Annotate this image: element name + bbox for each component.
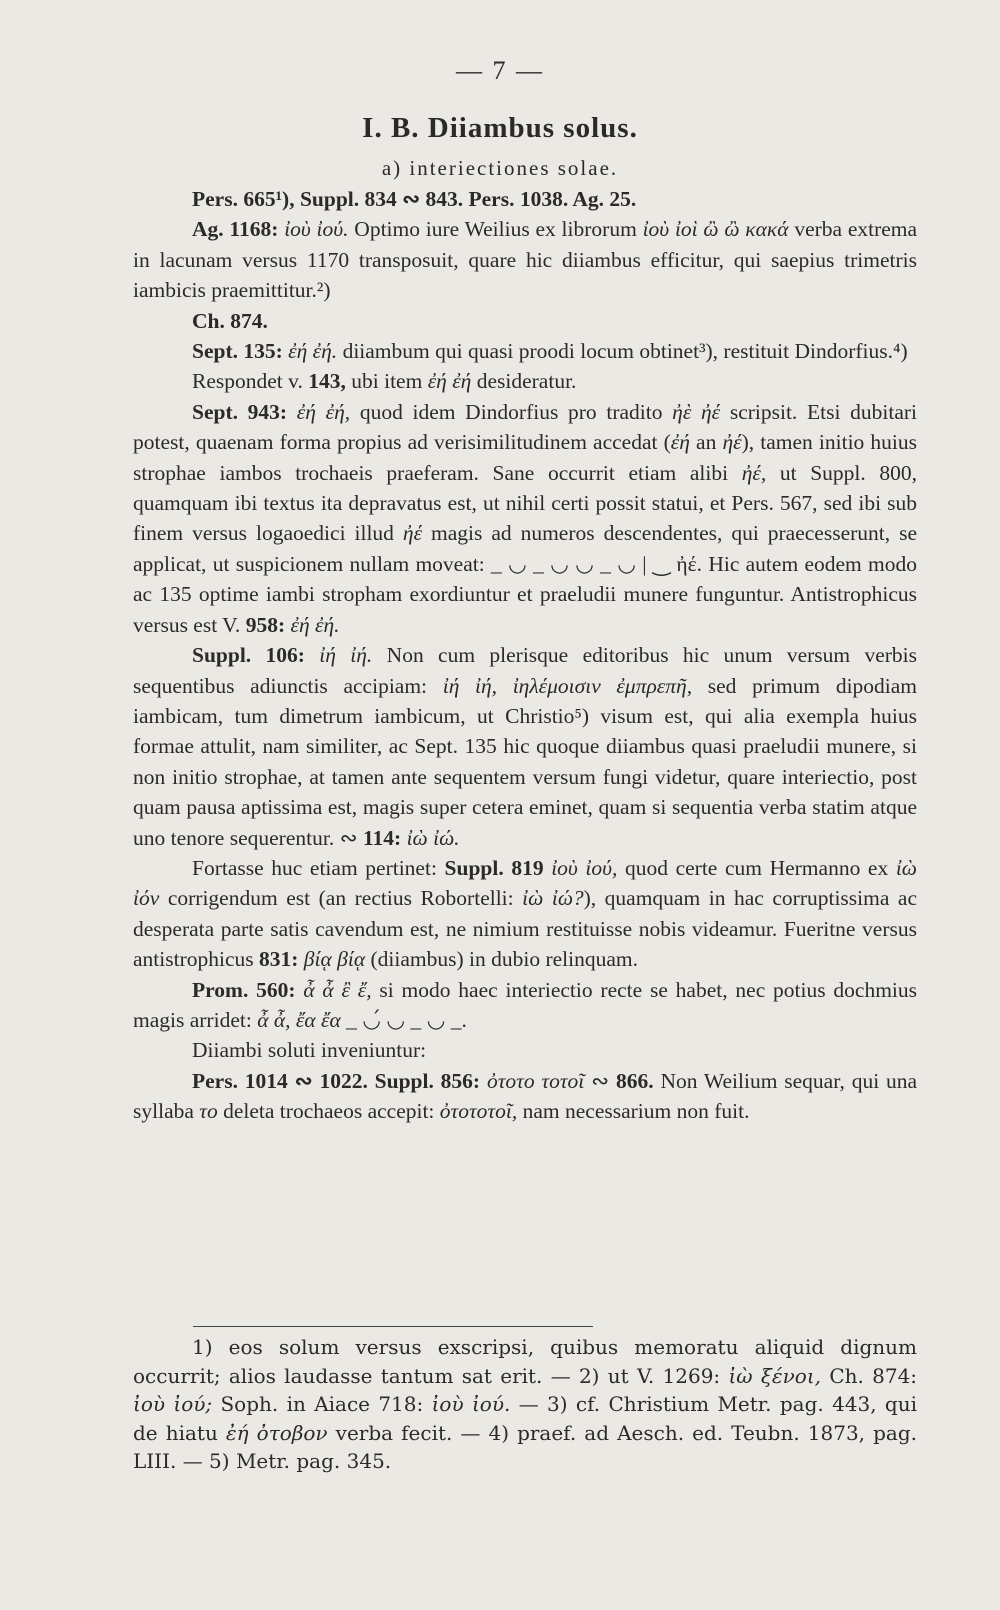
greek-text: ἰοὺ ἰού. xyxy=(431,1392,511,1417)
text: Non cum plerisque editoribus hic unum versum verbis sequentibus adiunctis accipiam: xyxy=(133,643,918,698)
greek-text: ἰή ἰή, ἰηλέμοισιν ἐμπρεπῆ, xyxy=(442,673,693,698)
text: ), tamen initio huius strophae iambos trochaeis praeferam. Sane occurrit etiam alibi xyxy=(133,430,918,485)
reference: 831: xyxy=(259,947,299,972)
greek-text: ἰοὺ ἰού, xyxy=(551,855,618,880)
greek-text: ἰὼ ξένοι, xyxy=(728,1363,822,1388)
footnote-text: Ch. 874: xyxy=(829,1363,918,1388)
reference: Suppl. 106: xyxy=(192,643,305,668)
text: quod certe cum Hermanno ex xyxy=(624,855,889,880)
text: sed primum dipodiam iambicam, tum dimetrum iambicum, ut Christio⁵) visum est, qui alia exempla huius formae attulit, nam similiter, ac Sept. 135 hic quoque diiambus quasi praeludii munere, si non initio strophae, at tamen ante sequentem versum fungi videtur, quare interiectio, post quam pausa aptissima est, magis super cetera eminet, quam si sequentia verba statim atque uno tenore sequerentur. ∾ xyxy=(133,673,918,850)
greek-text: ἆ ἆ, ἔα ἔα xyxy=(257,1007,341,1032)
reference: Sept. 135: xyxy=(192,339,283,364)
text: Optimo iure Weilius ex librorum xyxy=(354,217,637,242)
text: Fortasse huc etiam pertinet: xyxy=(192,855,437,880)
greek-text: ὀτοτο τοτοῖ xyxy=(486,1068,585,1093)
page-number: — 7 — xyxy=(456,56,544,85)
footnote-rule xyxy=(193,1326,593,1327)
text: Non Weilium sequar, qui una syllaba xyxy=(133,1068,918,1124)
paragraph-ag-1168 xyxy=(133,214,917,305)
greek-text: ἐή ἐή. xyxy=(290,612,340,637)
text: scripsit. Etsi dubitari potest, quaenam forma propius ad verisimilitudinem accedat ( xyxy=(133,399,917,455)
text: quod idem Dindorfius pro tradito xyxy=(359,399,663,424)
greek-text: ἠέ, xyxy=(741,460,767,485)
footnote-text: 1) eos solum versus exscripsi, quibus memoratu aliquid dignum occurrit; alios laudasse tantum sat erit. — 2) ut V. 1269: xyxy=(133,1335,917,1388)
paragraph-sept-943 xyxy=(133,397,917,640)
text: ut Suppl. 800, quamquam ibi textus ita depravatus est, ut nihil certi possit statui, et Pers. 567, sed ibi sub finem versus logaoedici illud xyxy=(133,460,918,546)
text: magis ad numeros descendentes, qui praecesserunt, se applicat, ut suspicionem nullam moveat: xyxy=(133,521,918,576)
greek-text: ἠέ xyxy=(402,521,423,546)
greek-text: ἰὼ ἰώ. xyxy=(406,825,460,850)
footnotes xyxy=(133,1333,917,1476)
text: verba extrema in lacunam versus 1170 transposuit, quare hic diiambus efficitur, qui saepius trimetris iambicis praemittitur.²) xyxy=(133,217,918,303)
reference: 958: xyxy=(245,612,286,637)
greek-text: ἰή ἰή. xyxy=(319,643,373,668)
section-heading: I. B. Diiambus solus. xyxy=(362,112,638,144)
reference: 143, xyxy=(308,369,346,394)
greek-text: ἐή ἐή. xyxy=(288,339,338,364)
footnote-block xyxy=(133,1333,917,1476)
text: diiambum qui quasi proodi locum obtinet³), restituit Dindorfius.⁴) xyxy=(342,339,908,364)
text: desideratur. xyxy=(476,369,577,394)
reference: Ch. 874. xyxy=(192,308,268,333)
reference: Suppl. 819 xyxy=(444,855,544,880)
footnote-text: — 3) cf. Christium Metr. pag. 443, qui de hiatu xyxy=(133,1392,918,1445)
reference: Pers. 1014 ∾ 1022. Suppl. 856: xyxy=(192,1068,481,1093)
paragraph-refs xyxy=(133,184,917,214)
text: si modo haec interiectio recte se habet, nec potius dochmius magis arridet: xyxy=(133,977,918,1032)
paragraph-fortasse xyxy=(133,853,917,975)
greek-text: ἰοὺ ἰού; xyxy=(133,1392,213,1417)
greek-text: ἐή ἐή xyxy=(427,369,472,394)
greek-text: ἠὲ ἠέ xyxy=(672,399,721,424)
reference: 114: xyxy=(362,825,402,850)
paragraph-suppl-106 xyxy=(133,640,917,853)
text: Respondet v. xyxy=(192,369,303,394)
text: Diiambi soluti inveniuntur: xyxy=(192,1038,427,1063)
metrical-scheme: _ ◡ _ ◡ ◡ _ ◡ | ‿ ἠέ. xyxy=(491,551,703,576)
text: ), quamquam in hac corruptissima ac desperata parte satis cavendum est, ne nimium restituisse nobis videamur. Fueritne versus antistrophicus xyxy=(133,886,918,972)
paragraph-pers-1014 xyxy=(133,1066,917,1127)
subsection-heading: a) interiectiones solae. xyxy=(381,156,619,180)
text: Hic autem eodem modo ac 135 optime iambi stropham exordiuntur et praeludii munere funguntur. Antistrophicus versus est V. xyxy=(133,551,918,637)
greek-text: ἠέ xyxy=(722,430,742,455)
greek-text: ἆ ἆ ἒ ἔ, xyxy=(303,977,372,1002)
reference: Pers. 665¹), Suppl. 834 ∾ 843. Pers. 1038. Ag. 25. xyxy=(192,187,637,211)
footnote-text: verba fecit. — 4) praef. ad Aesch. ed. Teubn. 1873, pag. LIII. — 5) Metr. pag. 345. xyxy=(133,1420,917,1474)
footnote-text: Soph. in Aiace 718: xyxy=(220,1392,424,1417)
paragraph-sept-135 xyxy=(133,336,917,366)
reference: Ag. 1168: xyxy=(192,217,279,242)
reference: Prom. 560: xyxy=(192,977,296,1002)
text: ubi item xyxy=(351,369,423,394)
text: ∾ xyxy=(591,1068,610,1093)
text: an xyxy=(696,430,717,455)
text: (diiambus) in dubio relinquam. xyxy=(370,947,638,972)
text: corrigendum est (an rectius Robortelli: xyxy=(167,886,514,911)
paragraph-diiambi-soluti xyxy=(133,1035,917,1065)
greek-text: ἰὼ ἰόν xyxy=(133,855,917,911)
greek-text: ἰὼ ἰώ? xyxy=(522,886,584,911)
greek-text: ὀτοτοτοῖ, xyxy=(439,1099,518,1124)
paragraph-respondet xyxy=(133,366,917,396)
paragraph-ch-874 xyxy=(133,306,917,336)
main-text xyxy=(133,184,917,1127)
greek-text: ἰοὺ ἰού. xyxy=(284,217,349,242)
greek-text: ἐή xyxy=(670,430,690,455)
greek-text: το xyxy=(199,1099,218,1124)
metrical-scheme: _ ◡́ ◡ _ ◡ _. xyxy=(346,1007,467,1032)
paragraph-prom-560 xyxy=(133,975,917,1036)
text: deleta trochaeos accepit: xyxy=(223,1099,435,1124)
greek-text: βίᾳ βίᾳ xyxy=(303,947,366,972)
reference: Sept. 943: xyxy=(192,399,288,424)
greek-text: ἐή ὀτοβον xyxy=(225,1420,328,1445)
greek-text: ἐή ἐή, xyxy=(296,399,351,424)
greek-text: ἰοὺ ἰοὶ ὢ ὢ κακά xyxy=(642,217,789,242)
reference: 866. xyxy=(615,1068,654,1093)
text: nam necessarium non fuit. xyxy=(522,1099,750,1124)
